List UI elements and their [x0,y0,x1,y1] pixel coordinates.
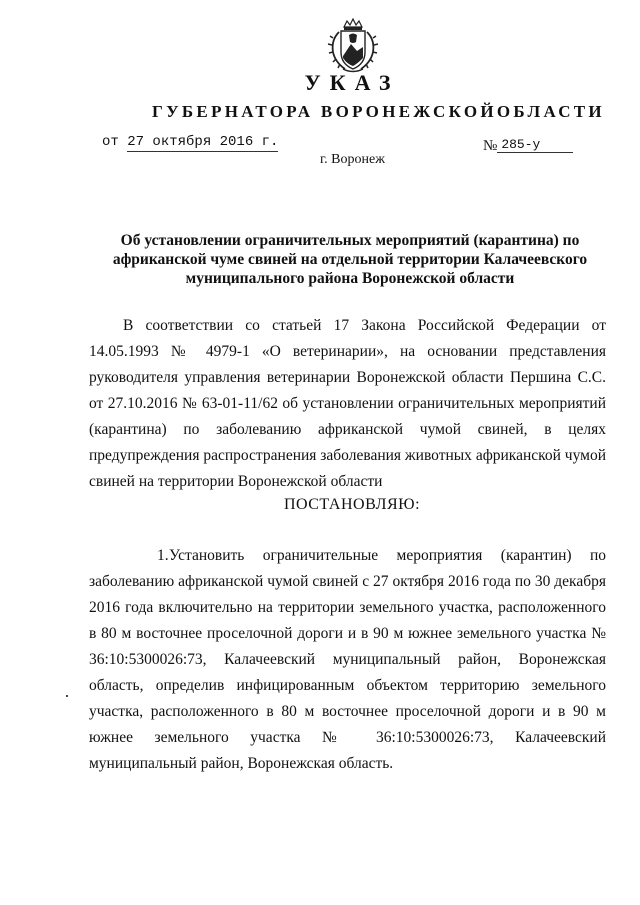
date-prefix: от [102,134,119,150]
document-date: 27 октября 2016 г. [127,134,279,150]
item-1-text: Установить ограничительные мероприятия (карантин) по заболеванию африканской чумой свиней с 27 октября 2016 года по 30 декабря 2016 года включительно на территории земельного участка, расположенного в 80 м восточнее проселочной дороги и в 90 м южнее земельного участка № 36:10:5300026:73, Калачеевский муниципальный район, Воронежская область, определив инфицированным объектом территорию земельного участка, расположенного в 80 м восточнее проселочной дороги и в 90 м южнее земельного участка № 36:10:5300026:73, Калачеевский муниципальный район, Воронежская область. [89,547,606,772]
margin-mark [66,695,68,697]
item-1-paragraph [89,543,606,777]
preamble-paragraph: В соответствии со статьей 17 Закона Российской Федерации от 14.05.1993 № 4979-1 «О ветеринарии», на основании представления руководителя управления ветеринарии Воронежской области Першина С.С. от 27.10.2016 № 63-01-11/62 об установлении ограничительных мероприятий (карантина) по заболеванию африканской чумой свиней, в целях предупреждения распространения заболевания животных африканской чумой свиней на территории Воронежской области [89,317,606,490]
coat-of-arms-icon [327,18,379,74]
document-issuer: ГУБЕРНАТОРА ВОРОНЕЖСКОЙОБЛАСТИ [152,102,605,121]
decree-word: ПОСТАНОВЛЯЮ: [283,496,421,513]
date-line [102,134,278,150]
document-number: 285-у [497,137,573,153]
item-1-number: 1. [157,547,169,564]
number-label: № [483,138,498,154]
document-title: УКАЗ [304,70,400,95]
document-heading: Об установлении ограничительных мероприятий (карантина) по африканской чуме свиней на отдельной территории Калачеевского муниципального района Воронежской области [112,232,588,287]
city: г. Воронеж [320,152,385,167]
number-line [483,138,573,155]
